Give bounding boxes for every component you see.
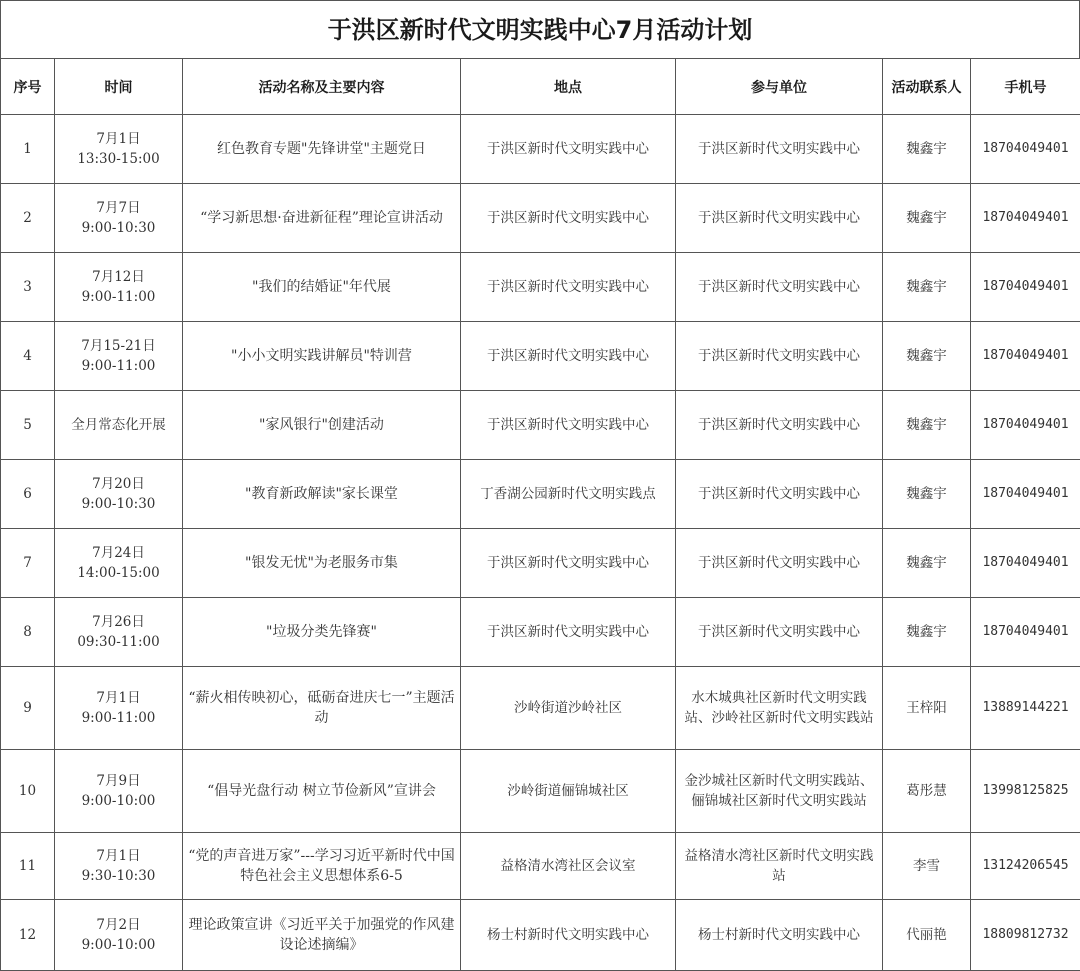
cell-activity: “党的声音进万家”---学习习近平新时代中国特色社会主义思想体系6-5 xyxy=(183,833,461,900)
cell-date: 7月7日 xyxy=(59,198,178,218)
cell-activity: "家风银行"创建活动 xyxy=(183,391,461,460)
cell-activity: 红色教育专题"先锋讲堂"主题党日 xyxy=(183,115,461,184)
cell-time xyxy=(55,184,183,253)
cell-contact: 魏鑫宇 xyxy=(883,598,971,667)
header-no: 序号 xyxy=(1,59,55,115)
cell-unit: 杨士村新时代文明实践中心 xyxy=(676,900,883,971)
table-row xyxy=(1,529,1080,598)
cell-no: 12 xyxy=(1,900,55,971)
cell-date: 全月常态化开展 xyxy=(59,415,178,435)
cell-phone: 18809812732 xyxy=(971,900,1080,971)
table-row xyxy=(1,322,1080,391)
cell-contact: 葛彤慧 xyxy=(883,750,971,833)
cell-unit: 金沙城社区新时代文明实践站、俪锦城社区新时代文明实践站 xyxy=(676,750,883,833)
table-row xyxy=(1,598,1080,667)
header-activity: 活动名称及主要内容 xyxy=(183,59,461,115)
cell-unit: 于洪区新时代文明实践中心 xyxy=(676,322,883,391)
cell-phone: 13889144221 xyxy=(971,667,1080,750)
cell-activity: “倡导光盘行动 树立节俭新风”宣讲会 xyxy=(183,750,461,833)
table-row xyxy=(1,115,1080,184)
cell-date: 7月2日 xyxy=(59,915,178,935)
cell-hours: 09:30-11:00 xyxy=(59,632,178,652)
cell-contact: 魏鑫宇 xyxy=(883,391,971,460)
cell-phone: 18704049401 xyxy=(971,184,1080,253)
cell-date: 7月20日 xyxy=(59,474,178,494)
cell-hours: 14:00-15:00 xyxy=(59,563,178,583)
cell-unit: 于洪区新时代文明实践中心 xyxy=(676,253,883,322)
cell-date: 7月15-21日 xyxy=(59,336,178,356)
cell-location: 于洪区新时代文明实践中心 xyxy=(461,598,676,667)
cell-unit: 益格清水湾社区新时代文明实践站 xyxy=(676,833,883,900)
cell-location: 沙岭街道沙岭社区 xyxy=(461,667,676,750)
cell-time xyxy=(55,391,183,460)
cell-phone: 18704049401 xyxy=(971,529,1080,598)
cell-unit: 于洪区新时代文明实践中心 xyxy=(676,529,883,598)
cell-phone: 13124206545 xyxy=(971,833,1080,900)
cell-unit: 于洪区新时代文明实践中心 xyxy=(676,391,883,460)
cell-activity: 理论政策宣讲《习近平关于加强党的作风建设论述摘编》 xyxy=(183,900,461,971)
cell-hours: 9:00-10:30 xyxy=(59,494,178,514)
header-location: 地点 xyxy=(461,59,676,115)
cell-location: 于洪区新时代文明实践中心 xyxy=(461,391,676,460)
cell-hours: 9:30-10:30 xyxy=(59,866,178,886)
cell-phone: 18704049401 xyxy=(971,598,1080,667)
cell-contact: 魏鑫宇 xyxy=(883,529,971,598)
cell-phone: 18704049401 xyxy=(971,253,1080,322)
cell-date: 7月24日 xyxy=(59,543,178,563)
cell-contact: 魏鑫宇 xyxy=(883,460,971,529)
cell-contact: 代丽艳 xyxy=(883,900,971,971)
header-time: 时间 xyxy=(55,59,183,115)
cell-hours: 9:00-10:00 xyxy=(59,791,178,811)
cell-location: 丁香湖公园新时代文明实践点 xyxy=(461,460,676,529)
cell-contact: 魏鑫宇 xyxy=(883,253,971,322)
cell-activity: “薪火相传映初心，砥砺奋进庆七一”主题活动 xyxy=(183,667,461,750)
cell-time xyxy=(55,750,183,833)
cell-no: 4 xyxy=(1,322,55,391)
cell-no: 5 xyxy=(1,391,55,460)
cell-activity: "教育新政解读"家长课堂 xyxy=(183,460,461,529)
cell-unit: 于洪区新时代文明实践中心 xyxy=(676,460,883,529)
table-row xyxy=(1,900,1080,971)
cell-phone: 18704049401 xyxy=(971,460,1080,529)
cell-no: 7 xyxy=(1,529,55,598)
cell-contact: 李雪 xyxy=(883,833,971,900)
cell-hours: 13:30-15:00 xyxy=(59,149,178,169)
header-unit: 参与单位 xyxy=(676,59,883,115)
cell-no: 9 xyxy=(1,667,55,750)
table-header-row xyxy=(1,59,1080,115)
cell-time xyxy=(55,460,183,529)
header-phone: 手机号 xyxy=(971,59,1080,115)
cell-unit: 水木城典社区新时代文明实践站、沙岭社区新时代文明实践站 xyxy=(676,667,883,750)
cell-hours: 9:00-11:00 xyxy=(59,356,178,376)
cell-no: 3 xyxy=(1,253,55,322)
cell-date: 7月1日 xyxy=(59,129,178,149)
cell-unit: 于洪区新时代文明实践中心 xyxy=(676,598,883,667)
table-row xyxy=(1,750,1080,833)
cell-date: 7月1日 xyxy=(59,688,178,708)
cell-contact: 王梓阳 xyxy=(883,667,971,750)
cell-hours: 9:00-11:00 xyxy=(59,287,178,307)
cell-time xyxy=(55,900,183,971)
cell-date: 7月12日 xyxy=(59,267,178,287)
cell-time xyxy=(55,253,183,322)
cell-date: 7月9日 xyxy=(59,771,178,791)
cell-contact: 魏鑫宇 xyxy=(883,115,971,184)
activity-table xyxy=(0,58,1080,971)
cell-location: 杨士村新时代文明实践中心 xyxy=(461,900,676,971)
cell-location: 益格清水湾社区会议室 xyxy=(461,833,676,900)
cell-phone: 18704049401 xyxy=(971,322,1080,391)
cell-no: 8 xyxy=(1,598,55,667)
cell-time xyxy=(55,322,183,391)
cell-time xyxy=(55,667,183,750)
cell-no: 1 xyxy=(1,115,55,184)
table-row xyxy=(1,460,1080,529)
page-title: 于洪区新时代文明实践中心7月活动计划 xyxy=(0,0,1080,58)
cell-location: 于洪区新时代文明实践中心 xyxy=(461,529,676,598)
cell-contact: 魏鑫宇 xyxy=(883,184,971,253)
cell-hours: 9:00-10:30 xyxy=(59,218,178,238)
cell-activity: “学习新思想·奋进新征程”理论宣讲活动 xyxy=(183,184,461,253)
cell-time xyxy=(55,115,183,184)
cell-unit: 于洪区新时代文明实践中心 xyxy=(676,184,883,253)
cell-hours: 9:00-10:00 xyxy=(59,935,178,955)
table-row xyxy=(1,184,1080,253)
cell-location: 于洪区新时代文明实践中心 xyxy=(461,253,676,322)
header-contact: 活动联系人 xyxy=(883,59,971,115)
cell-activity: "银发无忧"为老服务市集 xyxy=(183,529,461,598)
cell-location: 于洪区新时代文明实践中心 xyxy=(461,184,676,253)
cell-time xyxy=(55,833,183,900)
cell-no: 2 xyxy=(1,184,55,253)
cell-phone: 18704049401 xyxy=(971,115,1080,184)
cell-activity: "垃圾分类先锋赛" xyxy=(183,598,461,667)
cell-location: 于洪区新时代文明实践中心 xyxy=(461,322,676,391)
cell-phone: 18704049401 xyxy=(971,391,1080,460)
cell-phone: 13998125825 xyxy=(971,750,1080,833)
cell-unit: 于洪区新时代文明实践中心 xyxy=(676,115,883,184)
table-row xyxy=(1,253,1080,322)
cell-location: 沙岭街道俪锦城社区 xyxy=(461,750,676,833)
cell-date: 7月26日 xyxy=(59,612,178,632)
cell-hours: 9:00-11:00 xyxy=(59,708,178,728)
cell-no: 10 xyxy=(1,750,55,833)
cell-location: 于洪区新时代文明实践中心 xyxy=(461,115,676,184)
table-row xyxy=(1,391,1080,460)
table-row xyxy=(1,833,1080,900)
cell-time xyxy=(55,529,183,598)
cell-date: 7月1日 xyxy=(59,846,178,866)
cell-no: 11 xyxy=(1,833,55,900)
cell-activity: "小小文明实践讲解员"特训营 xyxy=(183,322,461,391)
cell-time xyxy=(55,598,183,667)
table-row xyxy=(1,667,1080,750)
cell-no: 6 xyxy=(1,460,55,529)
cell-activity: "我们的结婚证"年代展 xyxy=(183,253,461,322)
cell-contact: 魏鑫宇 xyxy=(883,322,971,391)
